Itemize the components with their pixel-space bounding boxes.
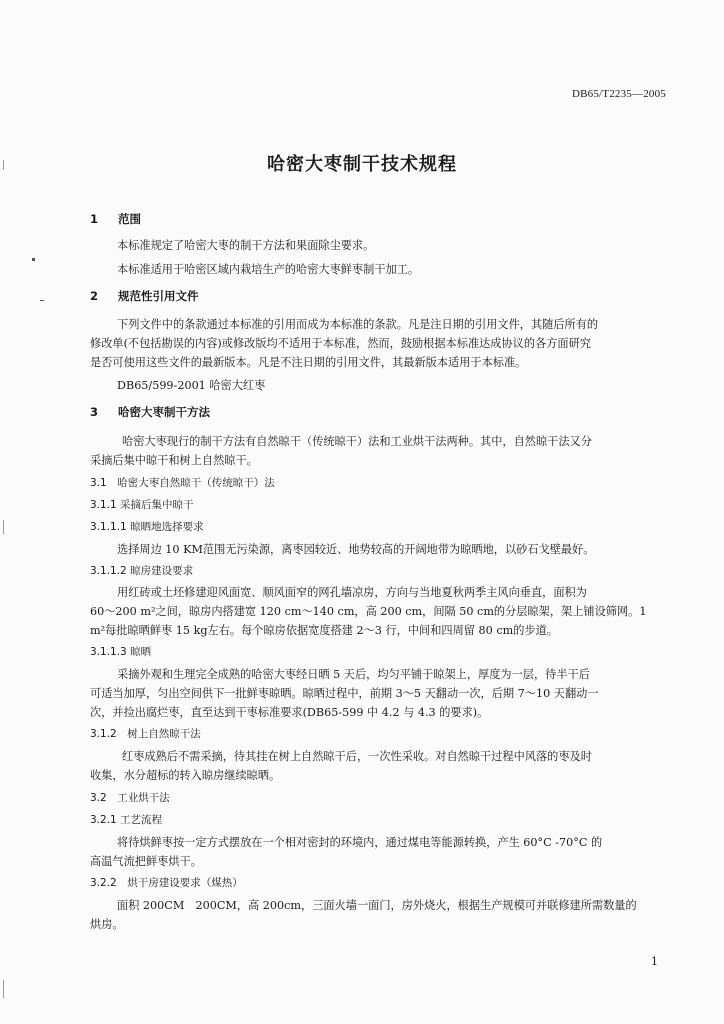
section-title: 规范性引用文件 xyxy=(118,289,199,303)
section-2-heading xyxy=(90,289,665,304)
scan-speck xyxy=(32,258,35,261)
scan-speck xyxy=(3,980,4,998)
paragraph-line: 哈密大枣现行的制干方法有自然晾干（传统晾干）法和工业烘干法两种。其中，自然晾干法又分 xyxy=(122,435,592,448)
subsection-heading: 3.1.1.2 晾房建设要求 xyxy=(90,565,194,577)
section-1-heading xyxy=(90,212,665,227)
scan-speck xyxy=(3,520,4,534)
page-title: 哈密大枣制干技术规程 xyxy=(267,154,457,175)
paragraph-line: 采摘外观和生理完全成熟的哈密大枣经日晒 5 天后，均匀平铺于晾架上，厚度为一层，待半干后 xyxy=(117,668,590,681)
section-title: 哈密大枣制干方法 xyxy=(118,405,210,419)
subsection-heading: 3.1.1.1 晾晒地选择要求 xyxy=(90,521,204,533)
section-title: 范围 xyxy=(118,212,141,226)
subsection-heading: 3.1.1 采摘后集中晾干 xyxy=(90,499,194,511)
section-number: 3 xyxy=(90,405,99,419)
paragraph-line: 次，并捡出腐烂枣，直至达到干枣标准要求(DB65-599 中 4.2 与 4.3 的要求)。 xyxy=(90,706,489,719)
paragraph-line: 用红砖或土坯修建迎风面宽、顺风面窄的网孔墙凉房，方向与当地夏秋两季主风向垂直，面积为 xyxy=(117,586,587,599)
paragraph-line: 可适当加厚，匀出空间供下一批鲜枣晾晒。晾晒过程中，前期 3～5 天翻动一次，后期 7～10 天翻动一 xyxy=(90,687,599,700)
subsection-heading: 3.1.1.3 晾晒 xyxy=(90,646,152,658)
paragraph-line: 将待烘鲜枣按一定方式摆放在一个相对密封的环境内，通过煤电等能源转换，产生 60°C -70°C 的 xyxy=(117,836,603,849)
paragraph-line: 选择周边 10 KM范围无污染源，离枣园较近、地势较高的开阔地带为晾晒地，以砂石戈壁最好。 xyxy=(117,543,595,556)
section-3-heading xyxy=(90,405,665,420)
paragraph-line: 烘房。 xyxy=(90,918,124,931)
paragraph-line: 红枣成熟后不需采摘，待其挂在树上自然晾干后，一次性采收。对自然晾干过程中风落的枣及时 xyxy=(122,750,592,763)
paragraph-line: 采摘后集中晾干和树上自然晾干。 xyxy=(90,454,258,467)
paragraph-line: 本标准规定了哈密大枣的制干方法和果面除尘要求。 xyxy=(117,239,375,252)
paragraph-line: m²每批晾晒鲜枣 15 kg左右。每个晾房依据宽度搭建 2～3 行，中间和四周留 80 cm的步道。 xyxy=(90,624,558,637)
paragraph-line: 本标准适用于哈密区域内栽培生产的哈密大枣鲜枣制干加工。 xyxy=(117,263,420,276)
paragraph-line: 高温气流把鲜枣烘干。 xyxy=(90,855,202,868)
paragraph-line: 60～200 m²之间，晾房内搭建宽 120 cm～140 cm，高 200 cm，间隔 50 cm的分层晾架，架上铺设筛网。1 xyxy=(90,605,647,618)
subsection-heading: 3.2.2 烘干房建设要求（煤热） xyxy=(90,877,243,889)
subsection-heading: 3.2.1 工艺流程 xyxy=(90,814,163,826)
paragraph-line: 收集，水分超标的转入晾房继续晾晒。 xyxy=(90,769,281,782)
section-number: 1 xyxy=(90,212,99,226)
paragraph-line: 是否可使用这些文件的最新版本。凡是不注日期的引用文件，其最新版本适用于本标准。 xyxy=(90,356,527,369)
reference-entry: DB65/599-2001 哈密大红枣 xyxy=(117,379,266,392)
page-number: 1 xyxy=(651,955,658,968)
scan-speck xyxy=(40,300,44,301)
paragraph-line: 面积 200CM 200CM，高 200cm，三面火墙一面门，房外烧火，根据生产规模可并联修建所需数量的 xyxy=(117,899,637,912)
standard-code: DB65/T2235—2005 xyxy=(571,88,666,100)
paragraph-line: 修改单(不包括勘误的内容)或修改版均不适用于本标准，然而，鼓励根据本标准达成协议的各方面研究 xyxy=(90,337,591,350)
section-number: 2 xyxy=(90,289,99,303)
subsection-heading: 3.1 哈密大枣自然晾干（传统晾干）法 xyxy=(90,477,275,489)
subsection-heading: 3.2 工业烘干法 xyxy=(90,792,170,804)
subsection-heading: 3.1.2 树上自然晾干法 xyxy=(90,728,201,740)
scan-speck xyxy=(3,160,4,170)
paragraph-line: 下列文件中的条款通过本标准的引用而成为本标准的条款。凡是注日期的引用文件，其随后所有的 xyxy=(117,318,599,331)
